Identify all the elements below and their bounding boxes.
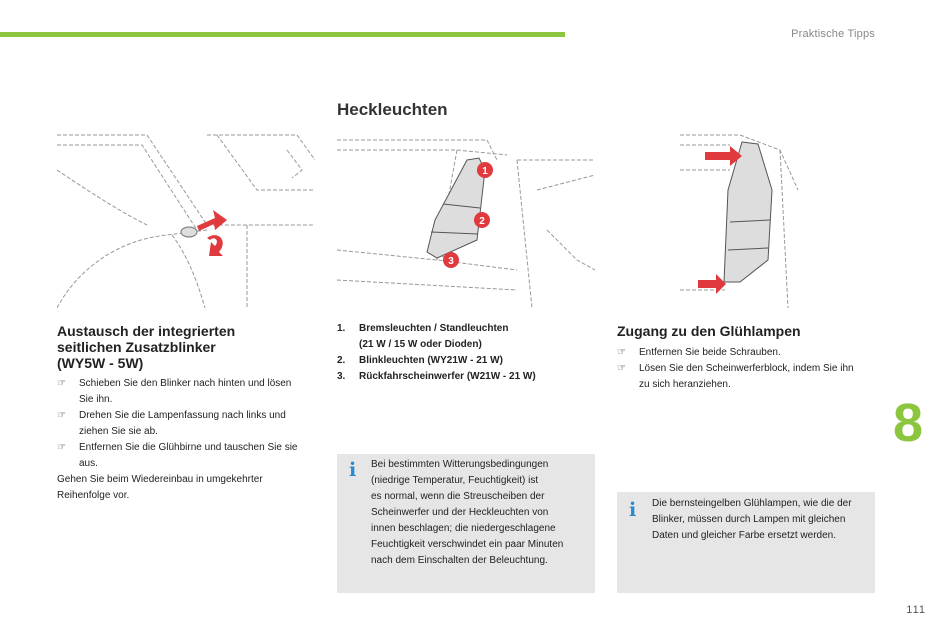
page-title: Heckleuchten: [337, 100, 448, 119]
item-text: Rückfahrscheinwerfer (W21W - 21 W): [359, 371, 536, 382]
arrow-icon: [197, 210, 227, 231]
chapter-number: 8: [893, 393, 924, 453]
note-text: Reihenfolge vor.: [57, 490, 130, 501]
step-text: Lösen Sie den Scheinwerferblock, indem Sie ihn: [639, 363, 854, 374]
step-text: Schieben Sie den Blinker nach hinten und lösen: [79, 378, 292, 389]
step-text: Drehen Sie die Lampenfassung nach links und: [79, 410, 286, 421]
access-steps: [617, 345, 882, 393]
list-item: [337, 353, 595, 369]
callout-2: [474, 212, 490, 228]
item-text: Bremsleuchten / Standleuchten: [359, 323, 509, 334]
step-text: aus.: [79, 458, 98, 469]
info-text: Bei bestimmten Witterungsbedingungen (niedrige Temperatur, Feuchtigkeit) ist es normal, wenn die Streuscheiben der Scheinwerfer und der Heckleuchten von innen beschlagen; die niedergeschlagene Feuchtigkeit verschwindet ein paar Minuten nach dem Einschalten der Beleuchtung.: [371, 459, 564, 566]
step-text: Sie ihn.: [79, 394, 113, 405]
lamp-list: [337, 321, 595, 385]
rotate-arrow-icon: [207, 235, 223, 256]
access-heading: Zugang zu den Glühlampen: [617, 323, 801, 339]
step-text: zu sich heranziehen.: [639, 379, 731, 390]
info-box-condensation: [337, 454, 595, 593]
list-item: [337, 321, 595, 353]
info-icon: i: [629, 499, 637, 521]
rear-lights-illustration: [337, 130, 595, 308]
pointing-hand-icon: ☞: [57, 442, 66, 453]
pointing-hand-icon: ☞: [57, 378, 66, 389]
svg-text:1: 1: [482, 166, 488, 177]
info-box-bulbs: [617, 492, 875, 593]
list-item: [617, 345, 882, 361]
info-text: Die bernsteingelben Glühlampen, wie die der Blinker, müssen durch Lampen mit gleichen Daten und gleicher Farbe ersetzt werden.: [652, 498, 852, 541]
heading-line: Austausch der integrierten: [57, 323, 236, 339]
svg-text:3: 3: [448, 256, 454, 267]
callout-3: [443, 252, 459, 268]
item-number: 1.: [337, 323, 346, 334]
header-accent-bar: [0, 32, 565, 37]
list-item: [57, 440, 322, 472]
arrow-icon: [698, 274, 726, 294]
page-number: 111: [906, 604, 926, 616]
blinker-steps: [57, 376, 322, 472]
item-text: (21 W / 15 W oder Dioden): [359, 339, 482, 350]
reassembly-note: [57, 472, 322, 504]
heading-line: seitlichen Zusatzblinker: [57, 339, 216, 355]
step-text: ziehen Sie sie ab.: [79, 426, 158, 437]
pointing-hand-icon: ☞: [617, 363, 626, 374]
list-item: [617, 361, 882, 393]
blinker-heading: [57, 323, 317, 371]
blinker-lamp: [181, 227, 197, 237]
pointing-hand-icon: ☞: [57, 410, 66, 421]
callout-1: [477, 162, 493, 178]
heading-line: (WY5W - 5W): [57, 355, 144, 371]
step-text: Entfernen Sie beide Schrauben.: [639, 347, 781, 358]
list-item: [57, 376, 322, 408]
list-item: [337, 369, 595, 385]
pointing-hand-icon: ☞: [617, 347, 626, 358]
side-blinker-illustration: [57, 130, 315, 308]
info-icon: i: [349, 459, 357, 481]
note-text: Gehen Sie beim Wiedereinbau in umgekehrter: [57, 474, 263, 485]
svg-text:2: 2: [479, 216, 485, 227]
item-text: Blinkleuchten (WY21W - 21 W): [359, 355, 503, 366]
item-number: 2.: [337, 355, 346, 366]
step-text: Entfernen Sie die Glühbirne und tauschen Sie sie: [79, 442, 298, 453]
list-item: [57, 408, 322, 440]
light-block-illustration: [680, 130, 800, 308]
section-title: Praktische Tipps: [791, 28, 875, 40]
item-number: 3.: [337, 371, 346, 382]
